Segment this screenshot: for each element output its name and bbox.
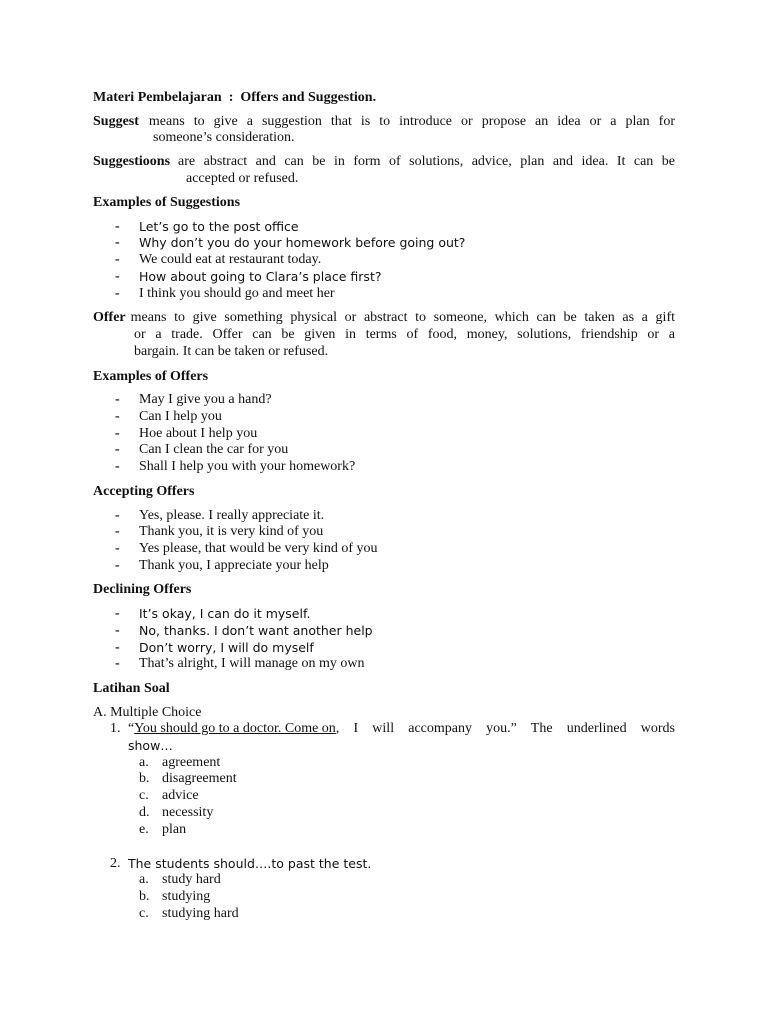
option-item (139, 754, 149, 771)
suggest-text-line1: means to give a suggestion that is to introduce or propose an idea or a plan for (148, 114, 675, 129)
question-number: 1. (110, 721, 121, 736)
offer-text-line3: bargain. It can be taken or refused. (134, 344, 329, 359)
title-topic: Offers and Suggestion. (240, 90, 377, 105)
list-item-text: Don’t worry, I will do myself (139, 640, 314, 655)
offer-text-line2: or a trade. Offer can be given in terms of food, money, solutions, friendship or a (134, 327, 675, 342)
option-text: necessity (162, 805, 214, 820)
examples-suggestions-heading: Examples of Suggestions (93, 195, 241, 210)
bullet-dash: - (115, 558, 120, 573)
bullet-dash: - (115, 606, 120, 621)
list-item-text: May I give you a hand? (139, 392, 272, 407)
offer-text-line1: means to give something physical or abstract to someone, which can be taken as a gift (130, 310, 675, 325)
option-item (139, 821, 149, 838)
title-label: Materi Pembelajaran (93, 90, 222, 105)
bullet-dash: - (115, 508, 120, 523)
suggest-definition (93, 113, 675, 130)
bullet-dash: - (115, 459, 120, 474)
question-2 (110, 855, 121, 872)
bullet-dash: - (115, 269, 120, 284)
option-letter: c. (139, 906, 149, 921)
option-text: studying hard (162, 906, 239, 921)
section-multiple-choice: A. Multiple Choice (93, 705, 202, 720)
option-text: agreement (162, 755, 221, 770)
option-text: disagreement (162, 771, 237, 786)
list-item-text: That’s alright, I will manage on my own (139, 656, 365, 671)
question-text: The students should….to past the test. (128, 856, 372, 871)
declining-offers-heading: Declining Offers (93, 582, 192, 597)
option-text: studying (162, 889, 211, 904)
option-letter: b. (139, 771, 150, 786)
bullet-dash: - (115, 541, 120, 556)
bullet-dash: - (115, 524, 120, 539)
list-item-text: It’s okay, I can do it myself. (139, 606, 311, 621)
open-quote: “ (128, 721, 135, 736)
option-item (139, 770, 150, 787)
list-item-text: How about going to Clara’s place first? (139, 269, 382, 284)
bullet-dash: - (115, 252, 120, 267)
question-underlined-text: You should go to a doctor. Come on (134, 721, 336, 736)
option-letter: b. (139, 889, 150, 904)
list-item-text: No, thanks. I don’t want another help (139, 623, 373, 638)
list-item-text: Why don’t you do your homework before going out? (139, 235, 466, 250)
bullet-dash: - (115, 392, 120, 407)
bullet-dash: - (115, 442, 120, 457)
suggestions-text-line1: are abstract and can be in form of solutions, advice, plan and idea. It can be (178, 154, 675, 169)
list-item-text: Let’s go to the post office (139, 219, 299, 234)
option-letter: a. (139, 755, 149, 770)
list-item-text: Shall I help you with your homework? (139, 459, 356, 474)
bullet-dash: - (115, 640, 120, 655)
list-item-text: Thank you, it is very kind of you (139, 524, 324, 539)
title-separator: : (228, 90, 234, 105)
option-text: advice (162, 788, 199, 803)
list-item-text: Yes please, that would be very kind of you (139, 541, 378, 556)
question-text: , I will accompany you.” The underlined words (335, 721, 675, 736)
bullet-dash: - (115, 286, 120, 301)
option-text: plan (162, 822, 187, 837)
bullet-dash: - (115, 426, 120, 441)
suggest-text-line2: someone’s consideration. (153, 130, 295, 145)
accepting-offers-heading: Accepting Offers (93, 484, 195, 499)
suggest-term: Suggest (93, 114, 139, 129)
suggestions-text-line2: accepted or refused. (186, 171, 299, 186)
option-text: study hard (162, 872, 221, 887)
option-letter: e. (139, 822, 149, 837)
option-letter: c. (139, 788, 149, 803)
page-title (93, 89, 376, 106)
question-text-line2: show… (128, 738, 173, 753)
suggestions-definition (93, 153, 675, 170)
bullet-dash: - (115, 623, 120, 638)
list-item-text: I think you should go and meet her (139, 286, 335, 301)
list-item-text: Yes, please. I really appreciate it. (139, 508, 325, 523)
bullet-dash: - (115, 409, 120, 424)
bullet-dash: - (115, 235, 120, 250)
suggestions-term: Suggestioons (93, 154, 171, 169)
list-item-text: Can I clean the car for you (139, 442, 289, 457)
offer-definition (93, 309, 675, 326)
option-letter: d. (139, 805, 150, 820)
option-letter: a. (139, 872, 149, 887)
bullet-dash: - (115, 656, 120, 671)
offer-term: Offer (93, 310, 126, 325)
question-number: 2. (110, 856, 121, 871)
bullet-dash: - (115, 219, 120, 234)
question-1 (110, 720, 675, 737)
list-item-text: Can I help you (139, 409, 222, 424)
latihan-heading: Latihan Soal (93, 681, 170, 696)
list-item-text: We could eat at restaurant today. (139, 252, 322, 267)
list-item-text: Thank you, I appreciate your help (139, 558, 329, 573)
option-item (139, 804, 150, 821)
examples-offers-heading: Examples of Offers (93, 369, 209, 384)
option-item (139, 787, 149, 804)
list-item-text: Hoe about I help you (139, 426, 258, 441)
